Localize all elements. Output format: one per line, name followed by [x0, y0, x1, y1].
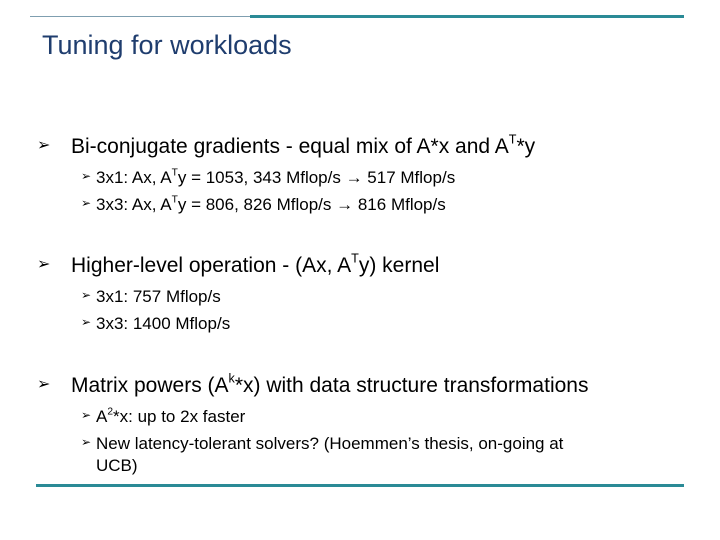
sub-item-text: 3x3: Ax, $A^Ty = 806$, 826 Mflop/s → 816 Mflop/s — [96, 194, 446, 214]
arrow-bullet-icon: ➢ — [37, 376, 51, 393]
sub-item-text: 3x3: 1400 Mflop/s — [96, 314, 231, 333]
bullet-text: Higher-level operation - (Ax, $A^Ty$) kernel — [71, 251, 440, 277]
bullet-text: Matrix powers $(A^k*x)$ with data structure transformations — [71, 371, 589, 397]
top-rule-thin — [30, 16, 250, 17]
arrow-bullet-icon: ➢ — [81, 315, 92, 329]
bottom-rule — [36, 484, 684, 487]
sub-item-text: $A^2*x$: up to 2x faster — [96, 406, 246, 426]
arrow-bullet-icon: ➢ — [81, 408, 92, 422]
sub-item-text: 3x1: Ax, $A^Ty = 1053$, 343 Mflop/s → 517 Mflop/s — [96, 167, 456, 187]
sub-item-text: New latency-tolerant solvers? (Hoemmen’s thesis, on-going at UCB) — [96, 434, 564, 475]
arrow-bullet-icon: ➢ — [81, 435, 92, 449]
arrow-bullet-icon: ➢ — [81, 288, 92, 302]
arrow-bullet-icon: ➢ — [37, 137, 51, 154]
slide-title: Tuning for workloads — [42, 30, 292, 60]
top-rule-thick — [250, 15, 684, 18]
arrow-bullet-icon: ➢ — [81, 169, 92, 183]
arrow-bullet-icon: ➢ — [81, 196, 92, 210]
bullet-text: Bi-conjugate gradients - equal mix of A*x and $A^T*y$ — [71, 132, 536, 158]
arrow-bullet-icon: ➢ — [37, 256, 51, 273]
sub-item-text: 3x1: 757 Mflop/s — [96, 287, 221, 306]
